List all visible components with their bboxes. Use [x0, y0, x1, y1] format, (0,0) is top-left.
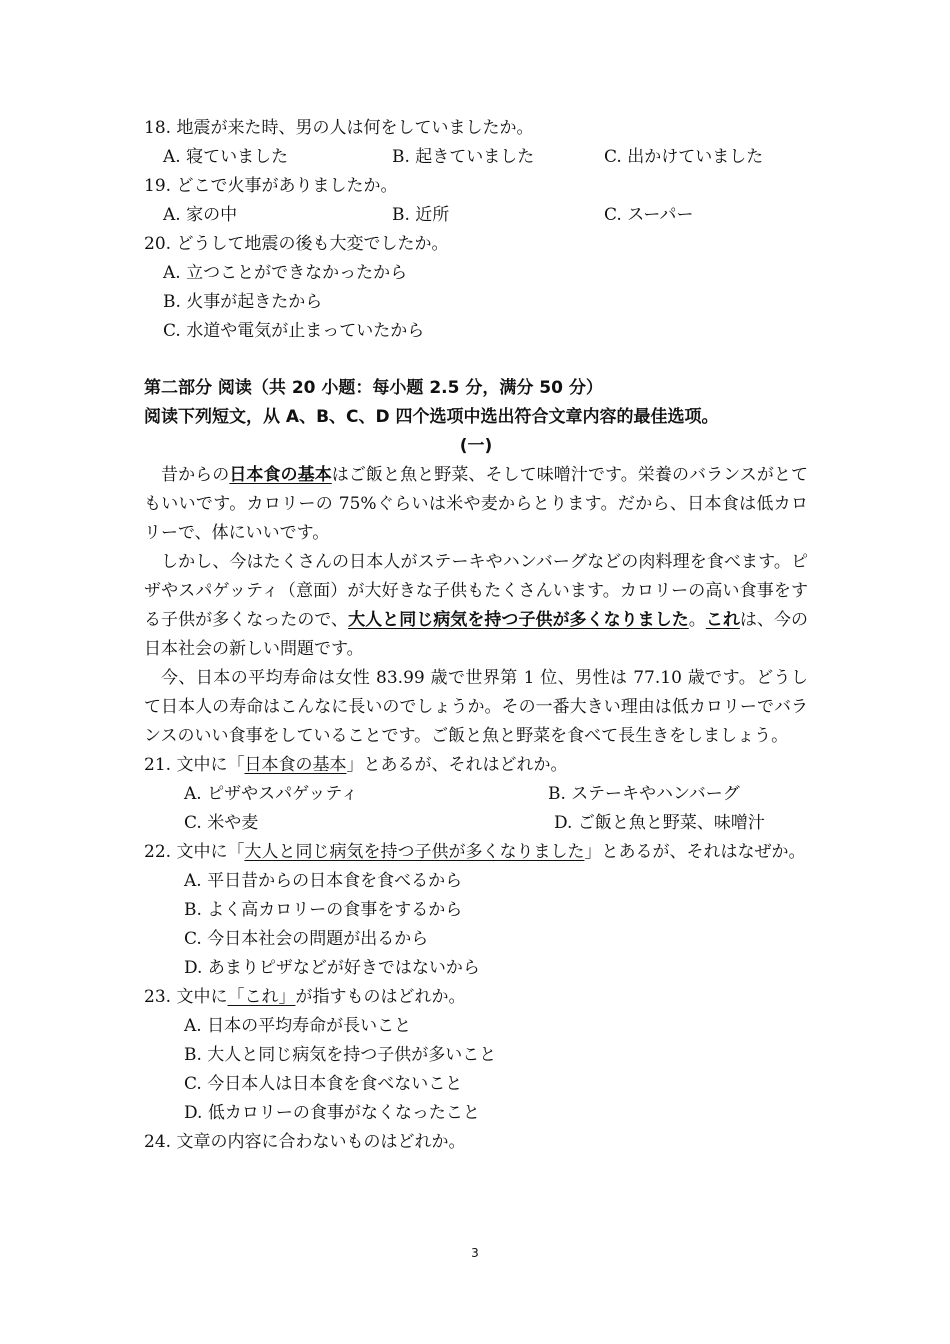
- option-b: B. 大人と同じ病気を持つ子供が多いこと: [184, 1045, 497, 1065]
- question-18: 18. 地震が来た時、男の人は何をしていましたか。: [144, 118, 534, 138]
- exam-page: [144, 114, 808, 1157]
- underlined-phrase: 日本食の基本: [229, 465, 332, 485]
- option-b: B. 火事が起きたから: [163, 292, 323, 312]
- question-24: 24. 文章の内容に合わないものはどれか。: [144, 1132, 466, 1152]
- question-19-options: [144, 201, 808, 230]
- option-a: A. 立つことができなかったから: [163, 263, 408, 283]
- question-21: 21. 文中に「日本食の基本」とあるが、それはどれか。: [144, 755, 568, 775]
- option-c: C. 水道や電気が止まっていたから: [163, 321, 425, 341]
- option-d: D. あまりピザなどが好きではないから: [184, 958, 480, 978]
- option-a: A. 家の中: [163, 205, 238, 225]
- passage-paragraph-2: しかし、今はたくさんの日本人がステーキやハンバーグなどの肉料理を食べます。ピザやスパゲッティ（意面）が大好きな子供もたくさんいます。カロリーの高い食事をする子供が多くなったので、大人と同じ病気を持つ子供が多くなりました。これは、今の日本社会の新しい問題です。: [144, 552, 809, 659]
- question-22: 22. 文中に「大人と同じ病気を持つ子供が多くなりました」とあるが、それはなぜか。: [144, 842, 806, 862]
- section-heading: 第二部分 阅读（共 20 小题：每小题 2.5 分，满分 50 分）: [144, 378, 603, 398]
- section-instruction: 阅读下列短文，从 A、B、C、D 四个选项中选出符合文章内容的最佳选项。: [144, 407, 719, 427]
- option-d: D. 低カロリーの食事がなくなったこと: [184, 1103, 480, 1123]
- option-c: C. スーパー: [604, 205, 694, 225]
- question-19: 19. どこで火事がありましたか。: [144, 176, 398, 196]
- passage-number: (一): [459, 436, 493, 456]
- question-21-options-row2: [144, 809, 808, 838]
- option-c: C. 今日本人は日本食を食べないこと: [184, 1074, 463, 1094]
- option-a: A. 平日昔からの日本食を食べるから: [184, 871, 463, 891]
- option-b: B. ステーキやハンバーグ: [548, 784, 740, 804]
- option-d: D. ご飯と魚と野菜、味噌汁: [554, 813, 765, 833]
- option-c: C. 今日本社会の問題が出るから: [184, 929, 429, 949]
- option-b: B. よく高カロリーの食事をするから: [184, 900, 463, 920]
- passage-paragraph-1: 昔からの日本食の基本はご飯と魚と野菜、そして味噌汁です。栄養のバランスがとてもいいです。カロリーの 75%ぐらいは米や麦からとります。だから、日本食は低カロリーで、体にいいです。: [144, 465, 808, 543]
- question-18-options: [144, 143, 808, 172]
- option-c: C. 出かけていました: [604, 147, 764, 167]
- option-a: A. ピザやスパゲッティ: [184, 784, 359, 804]
- option-c: C. 米や麦: [184, 813, 259, 833]
- passage-paragraph-3: 今、日本の平均寿命は女性 83.99 歳で世界第 1 位、男性は 77.10 歳です。どうして日本人の寿命はこんなに長いのでしょうか。その一番大きい理由は低カロリーでバランスのいい食事をしていることです。ご飯と魚と野菜を食べて長生きをしましょう。: [144, 668, 808, 746]
- underlined-phrase: 大人と同じ病気を持つ子供が多くなりました: [348, 610, 689, 630]
- option-a: A. 寝ていました: [163, 147, 289, 167]
- page-number: 3: [471, 1246, 479, 1260]
- option-b: B. 近所: [392, 205, 450, 225]
- question-20: 20. どうして地震の後も大変でしたか。: [144, 234, 449, 254]
- underlined-phrase: これ: [705, 610, 740, 630]
- question-23: 23. 文中に「これ」が指すものはどれか。: [144, 987, 466, 1007]
- option-a: A. 日本の平均寿命が長いこと: [184, 1016, 412, 1036]
- option-b: B. 起きていました: [392, 147, 535, 167]
- question-21-options-row1: [144, 780, 808, 809]
